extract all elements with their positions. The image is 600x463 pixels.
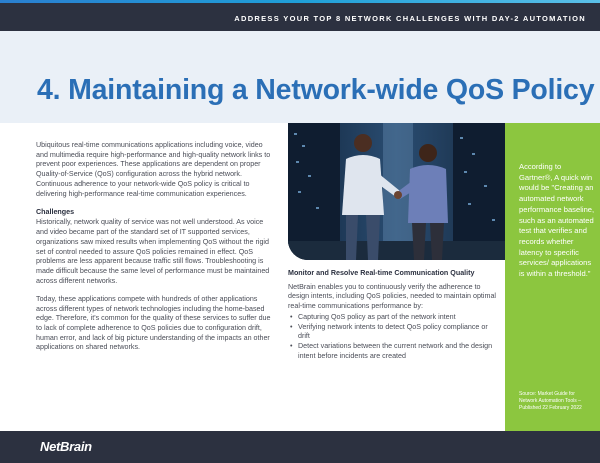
- list-item-text: Detect variations between the current network and the design intent before incidents are created: [298, 341, 493, 360]
- list-item-text: Capturing QoS policy as part of the network intent: [298, 312, 456, 321]
- bullet-icon: •: [290, 341, 293, 350]
- challenges-paragraph-2: Today, these applications compete with hundreds of other applications across different types of network technologies including the home-based edge. Therefore, it's common for the quality of these services to suffer due to lack of complete adherence to QoS policies due to configuration drift, human error, and lack of big picture understanding of the impacts an other applications on shared networks.: [36, 294, 271, 352]
- source-citation: Source: Market Guide for Network Automation Tools – Published 22 February 2022: [519, 391, 582, 411]
- netbrain-logo: NetBrain: [40, 439, 92, 454]
- monitor-paragraph: NetBrain enables you to continuously verify the adherence to design intents, including QoS policies, needed to maintain optimal real-time communications performance by:: [288, 282, 496, 311]
- banner-text: ADDRESS YOUR TOP 8 NETWORK CHALLENGES WITH DAY-2 AUTOMATION: [234, 14, 586, 23]
- gartner-sidebar: [505, 123, 600, 431]
- challenges-heading: Challenges: [36, 207, 75, 216]
- top-banner: [0, 0, 600, 31]
- list-item: [288, 313, 498, 323]
- top-accent-stripe: [0, 0, 600, 3]
- gartner-quote: According to Gartner®, A quick win would be "Creating an automated network performance baseline, such as an automated test that verifies and records whether latency to specific services/ applications is within a threshold.": [519, 162, 595, 279]
- challenges-paragraph-1: Historically, network quality of service was not well understood. As voice and video became part of the standard set of IT supported services, organizations saw mixed results when implementing QoS without the rigid set of control needed to assure QoS policies remained in effect. QoS problems are less apparent because traffic still flows. Troubleshooting is made difficult because the same level of performance must be maintained across different networks.: [36, 218, 270, 285]
- handshake-photo-illustration: [288, 123, 505, 260]
- bullet-icon: •: [290, 312, 293, 321]
- middle-column: [288, 269, 498, 361]
- list-item: [288, 342, 498, 361]
- page-title: 4. Maintaining a Network-wide QoS Policy: [37, 74, 595, 106]
- capability-list: [288, 313, 498, 362]
- monitor-heading: Monitor and Resolve Real-time Communication Quality: [288, 269, 475, 277]
- list-item-text: Verifying network intents to detect QoS policy compliance or drift: [298, 322, 488, 341]
- list-item: [288, 323, 498, 342]
- left-column: [36, 141, 274, 362]
- intro-paragraph: Ubiquitous real-time communications applications including voice, video and multimedia require high-performance and high-quality network links to prevent poor experiences. These applications are dependent on proper Quality-of-Service (QoS) configuration across the hybrid network. Continuous adherence to your network-wide QoS policy is critical to delivering high-performance real-time communication experiences.: [36, 141, 271, 198]
- bullet-icon: •: [290, 322, 293, 331]
- footer-bar: [0, 431, 600, 463]
- server-room-photo: [288, 123, 505, 260]
